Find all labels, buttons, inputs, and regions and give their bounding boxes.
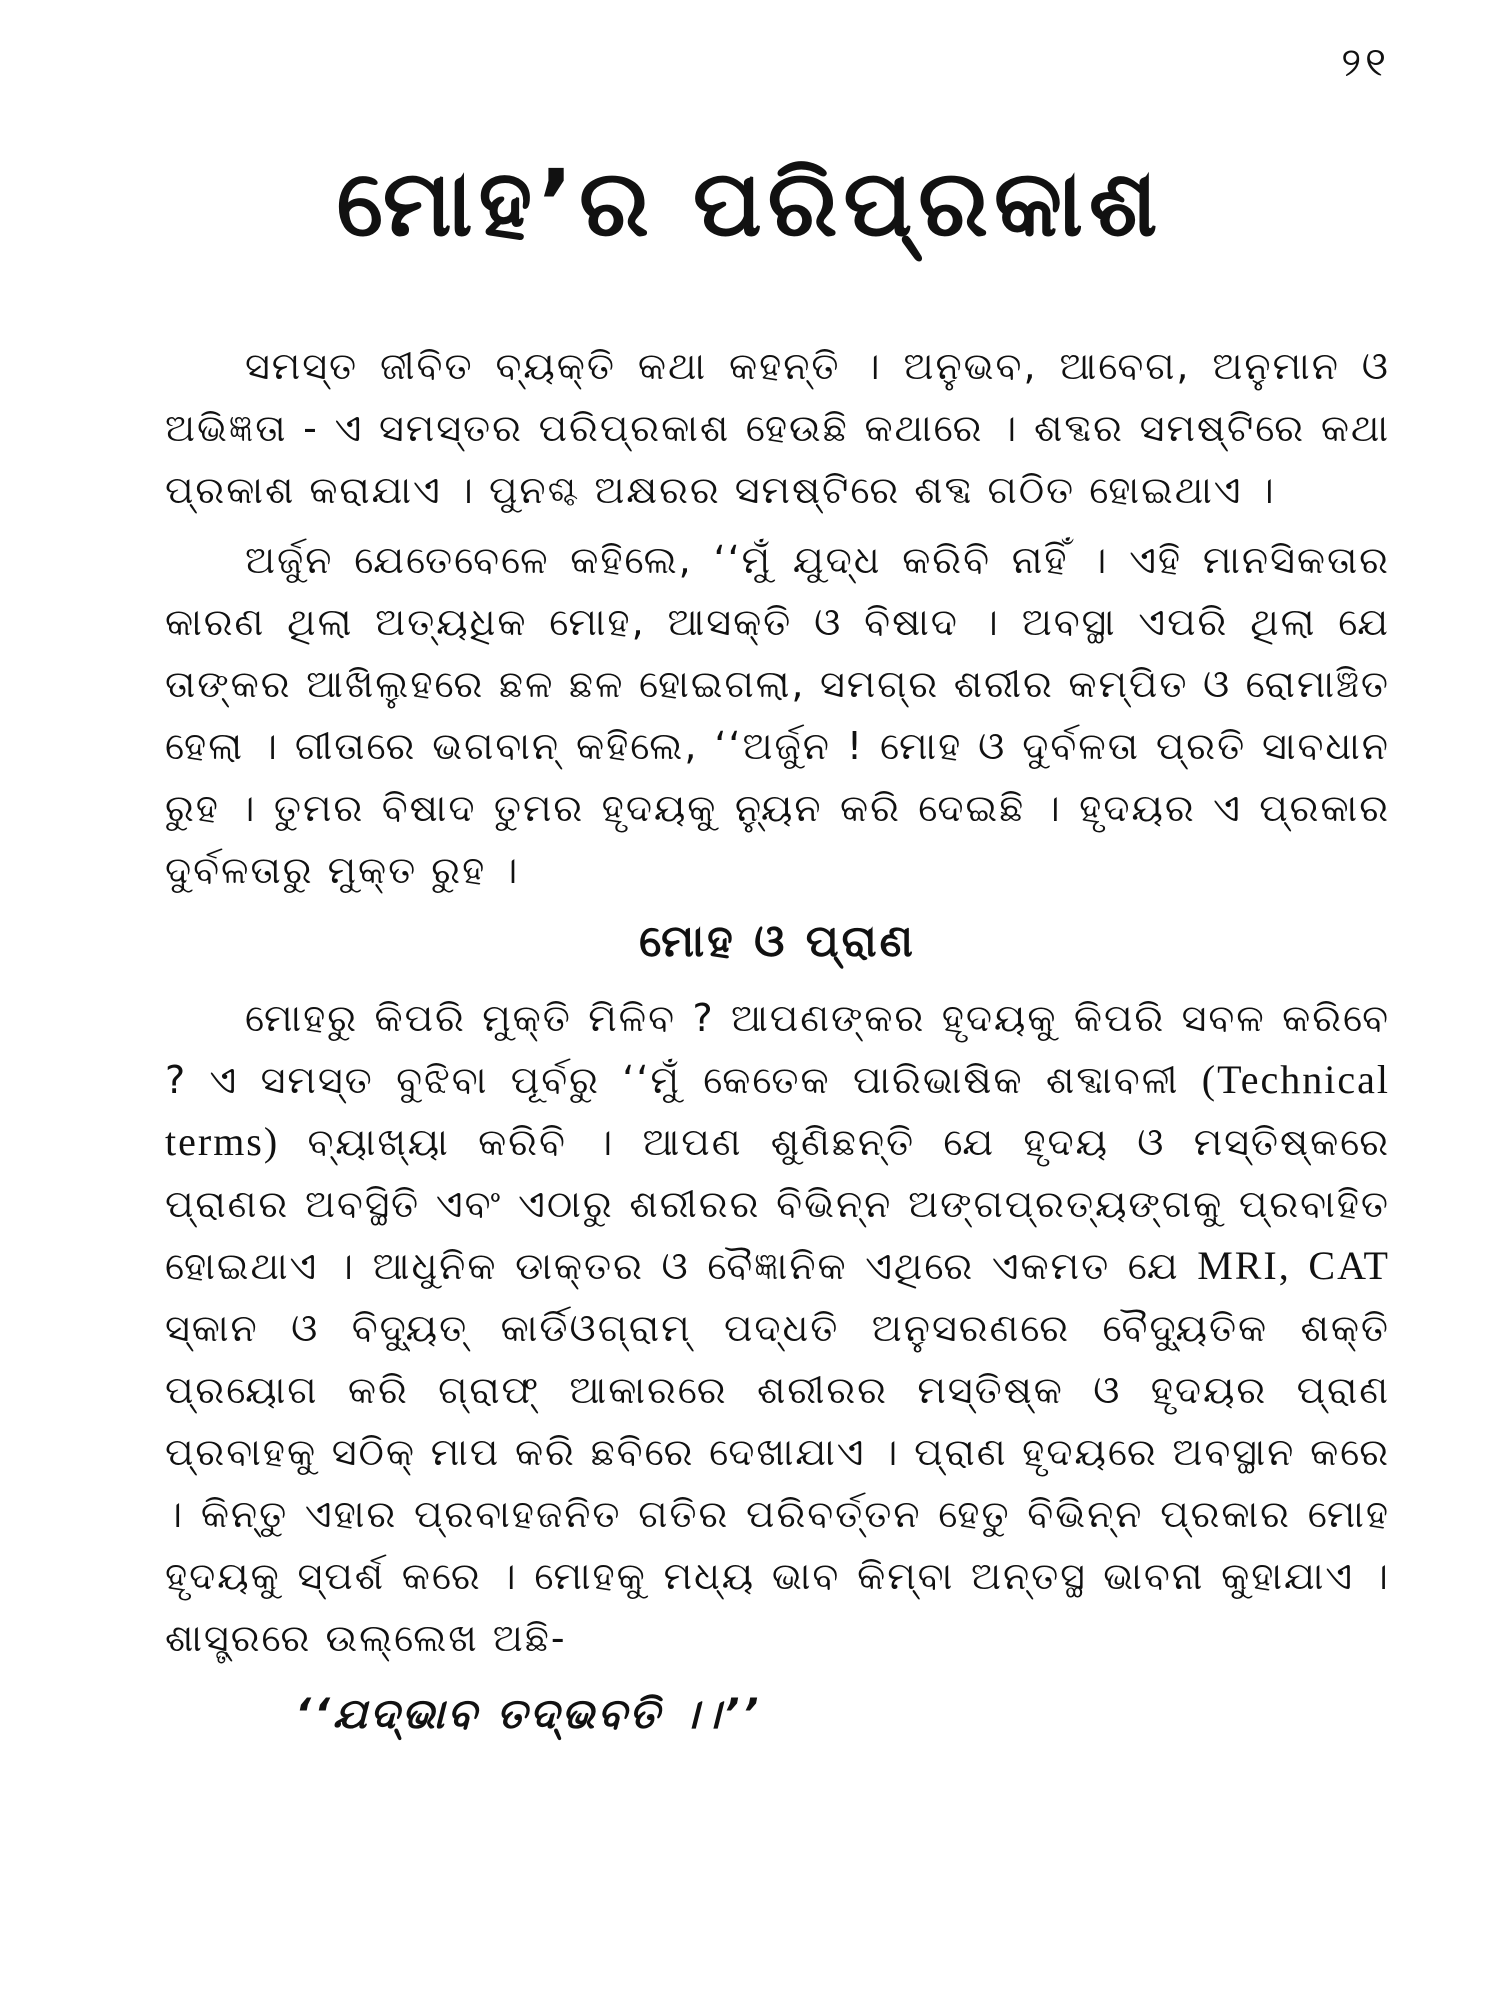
- cat-text: CAT: [1308, 1243, 1390, 1288]
- paragraph-3-spacer: [1291, 1244, 1309, 1288]
- paragraph-3: [165, 987, 1390, 1669]
- scripture-quote: ‘‘ଯଦ୍‌ଭାବ ତଦ୍‌ଭବତି ।।’’: [295, 1689, 762, 1738]
- paragraph-3-part-a: ମୋହରୁ କିପରି ମୁକ୍ତି ମିଳିବ ? ଆପଣଙ୍କର ହୃଦୟକୁ କିପରି ସବଳ କରିବେ ? ଏ ସମସ୍ତ ବୁଝିବା ପୂର୍ବରୁ ‘‘ମୁଁ କେତେକ ପାରିଭାଷିକ ଶବ୍ଦାବଳୀ: [165, 996, 1390, 1102]
- technical-terms-text: (Technical terms): [165, 1057, 1390, 1164]
- mri-text: MRI,: [1197, 1243, 1291, 1288]
- section-heading: ମୋହ ଓ ପ୍ରାଣ: [639, 916, 916, 967]
- paragraph-1: ସମସ୍ତ ଜୀବିତ ବ୍ୟକ୍ତି କଥା କହନ୍ତି । ଅନୁଭବ, ଆବେଗ, ଅନୁମାନ ଓ ଅଭିଜ୍ଞତା - ଏ ସମସ୍ତର ପରିପ୍ରକାଶ ହେଉଛି କଥାରେ । ଶବ୍ଦର ସମଷ୍ଟିରେ କଥା ପ୍ରକାଶ କରାଯାଏ । ପୁନଶ୍ଚ ଅକ୍ଷରର ସମଷ୍ଟିରେ ଶବ୍ଦ ଗଠିତ ହୋଇଥାଏ ।: [165, 344, 1390, 512]
- chapter-title: ମୋହ’ର ପରିପ୍ରକାଶ: [336, 150, 1164, 257]
- body-text: [165, 335, 1390, 1745]
- paragraph-3-part-c: ସ୍କାନ ଓ ବିଦ୍ୟୁତ୍ କାର୍ଡିଓଗ୍ରାମ୍ ପଦ୍ଧତି ଅନୁସରଣରେ ବୈଦ୍ୟୁତିକ ଶକ୍ତି ପ୍ରୟୋଗ କରି ଗ୍ରାଫ୍ ଆକାରରେ ଶରୀରର ମସ୍ତିଷ୍କ ଓ ହୃଦୟର ପ୍ରାଣ ପ୍ରବାହକୁ ସଠିକ୍ ମାପ କରି ଛବିରେ ଦେଖାଯାଏ । ପ୍ରାଣ ହୃଦୟରେ ଅବସ୍ଥାନ କରେ । କିନ୍ତୁ ଏହାର ପ୍ରବାହଜନିତ ଗତିର ପରିବର୍ତ୍ତନ ହେତୁ ବିଭିନ୍ନ ପ୍ରକାର ମୋହ ହୃଦୟକୁ ସ୍ପର୍ଶ କରେ । ମୋହକୁ ମଧ୍ୟ ଭାବ କିମ୍ବା ଅନ୍ତସ୍ଥ ଭାବନା କୁହାଯାଏ । ଶାସ୍ତ୍ରରେ ଉଲ୍ଲେଖ ଅଛି-: [165, 1306, 1390, 1660]
- paragraph-3-part-b: ବ୍ୟାଖ୍ୟା କରିବି । ଆପଣ ଶୁଣିଛନ୍ତି ଯେ ହୃଦୟ ଓ ମସ୍ତିଷ୍କରେ ପ୍ରାଣର ଅବସ୍ଥିତି ଏବଂ ଏଠାରୁ ଶରୀରର ବିଭିନ୍ନ ଅଙ୍ଗପ୍ରତ୍ୟଙ୍ଗକୁ ପ୍ରବାହିତ ହୋଇଥାଏ । ଆଧୁନିକ ଡାକ୍ତର ଓ ବୈଜ୍ଞାନିକ ଏଥିରେ ଏକମତ ଯେ: [165, 1120, 1390, 1288]
- page-number: ୨୧: [1341, 40, 1390, 86]
- paragraph-2: ଅର୍ଜୁନ ଯେତେବେଳେ କହିଲେ, ‘‘ମୁଁ ଯୁଦ୍ଧ କରିବି ନାହିଁ । ଏହି ମାନସିକତାର କାରଣ ଥିଲା ଅତ୍ୟଧିକ ମୋହ, ଆସକ୍ତି ଓ ବିଷାଦ । ଅବସ୍ଥା ଏପରି ଥିଲା ଯେ ତାଙ୍କର ଆଖିଲୁହରେ ଛଳ ଛଳ ହୋଇଗଲା, ସମଗ୍ର ଶରୀର କମ୍ପିତ ଓ ରୋମାଞ୍ଚିତ ହେଲା । ଗୀତାରେ ଭଗବାନ୍ କହିଲେ, ‘‘ଅର୍ଜୁନ ! ମୋହ ଓ ଦୁର୍ବଳତା ପ୍ରତି ସାବଧାନ ରୁହ । ତୁମର ବିଷାଦ ତୁମର ହୃଦୟକୁ ନ୍ୟୁନ କରି ଦେଇଛି । ହୃଦୟର ଏ ପ୍ରକାର ଦୁର୍ବଳତାରୁ ମୁକ୍ତ ରୁହ ।: [165, 538, 1390, 892]
